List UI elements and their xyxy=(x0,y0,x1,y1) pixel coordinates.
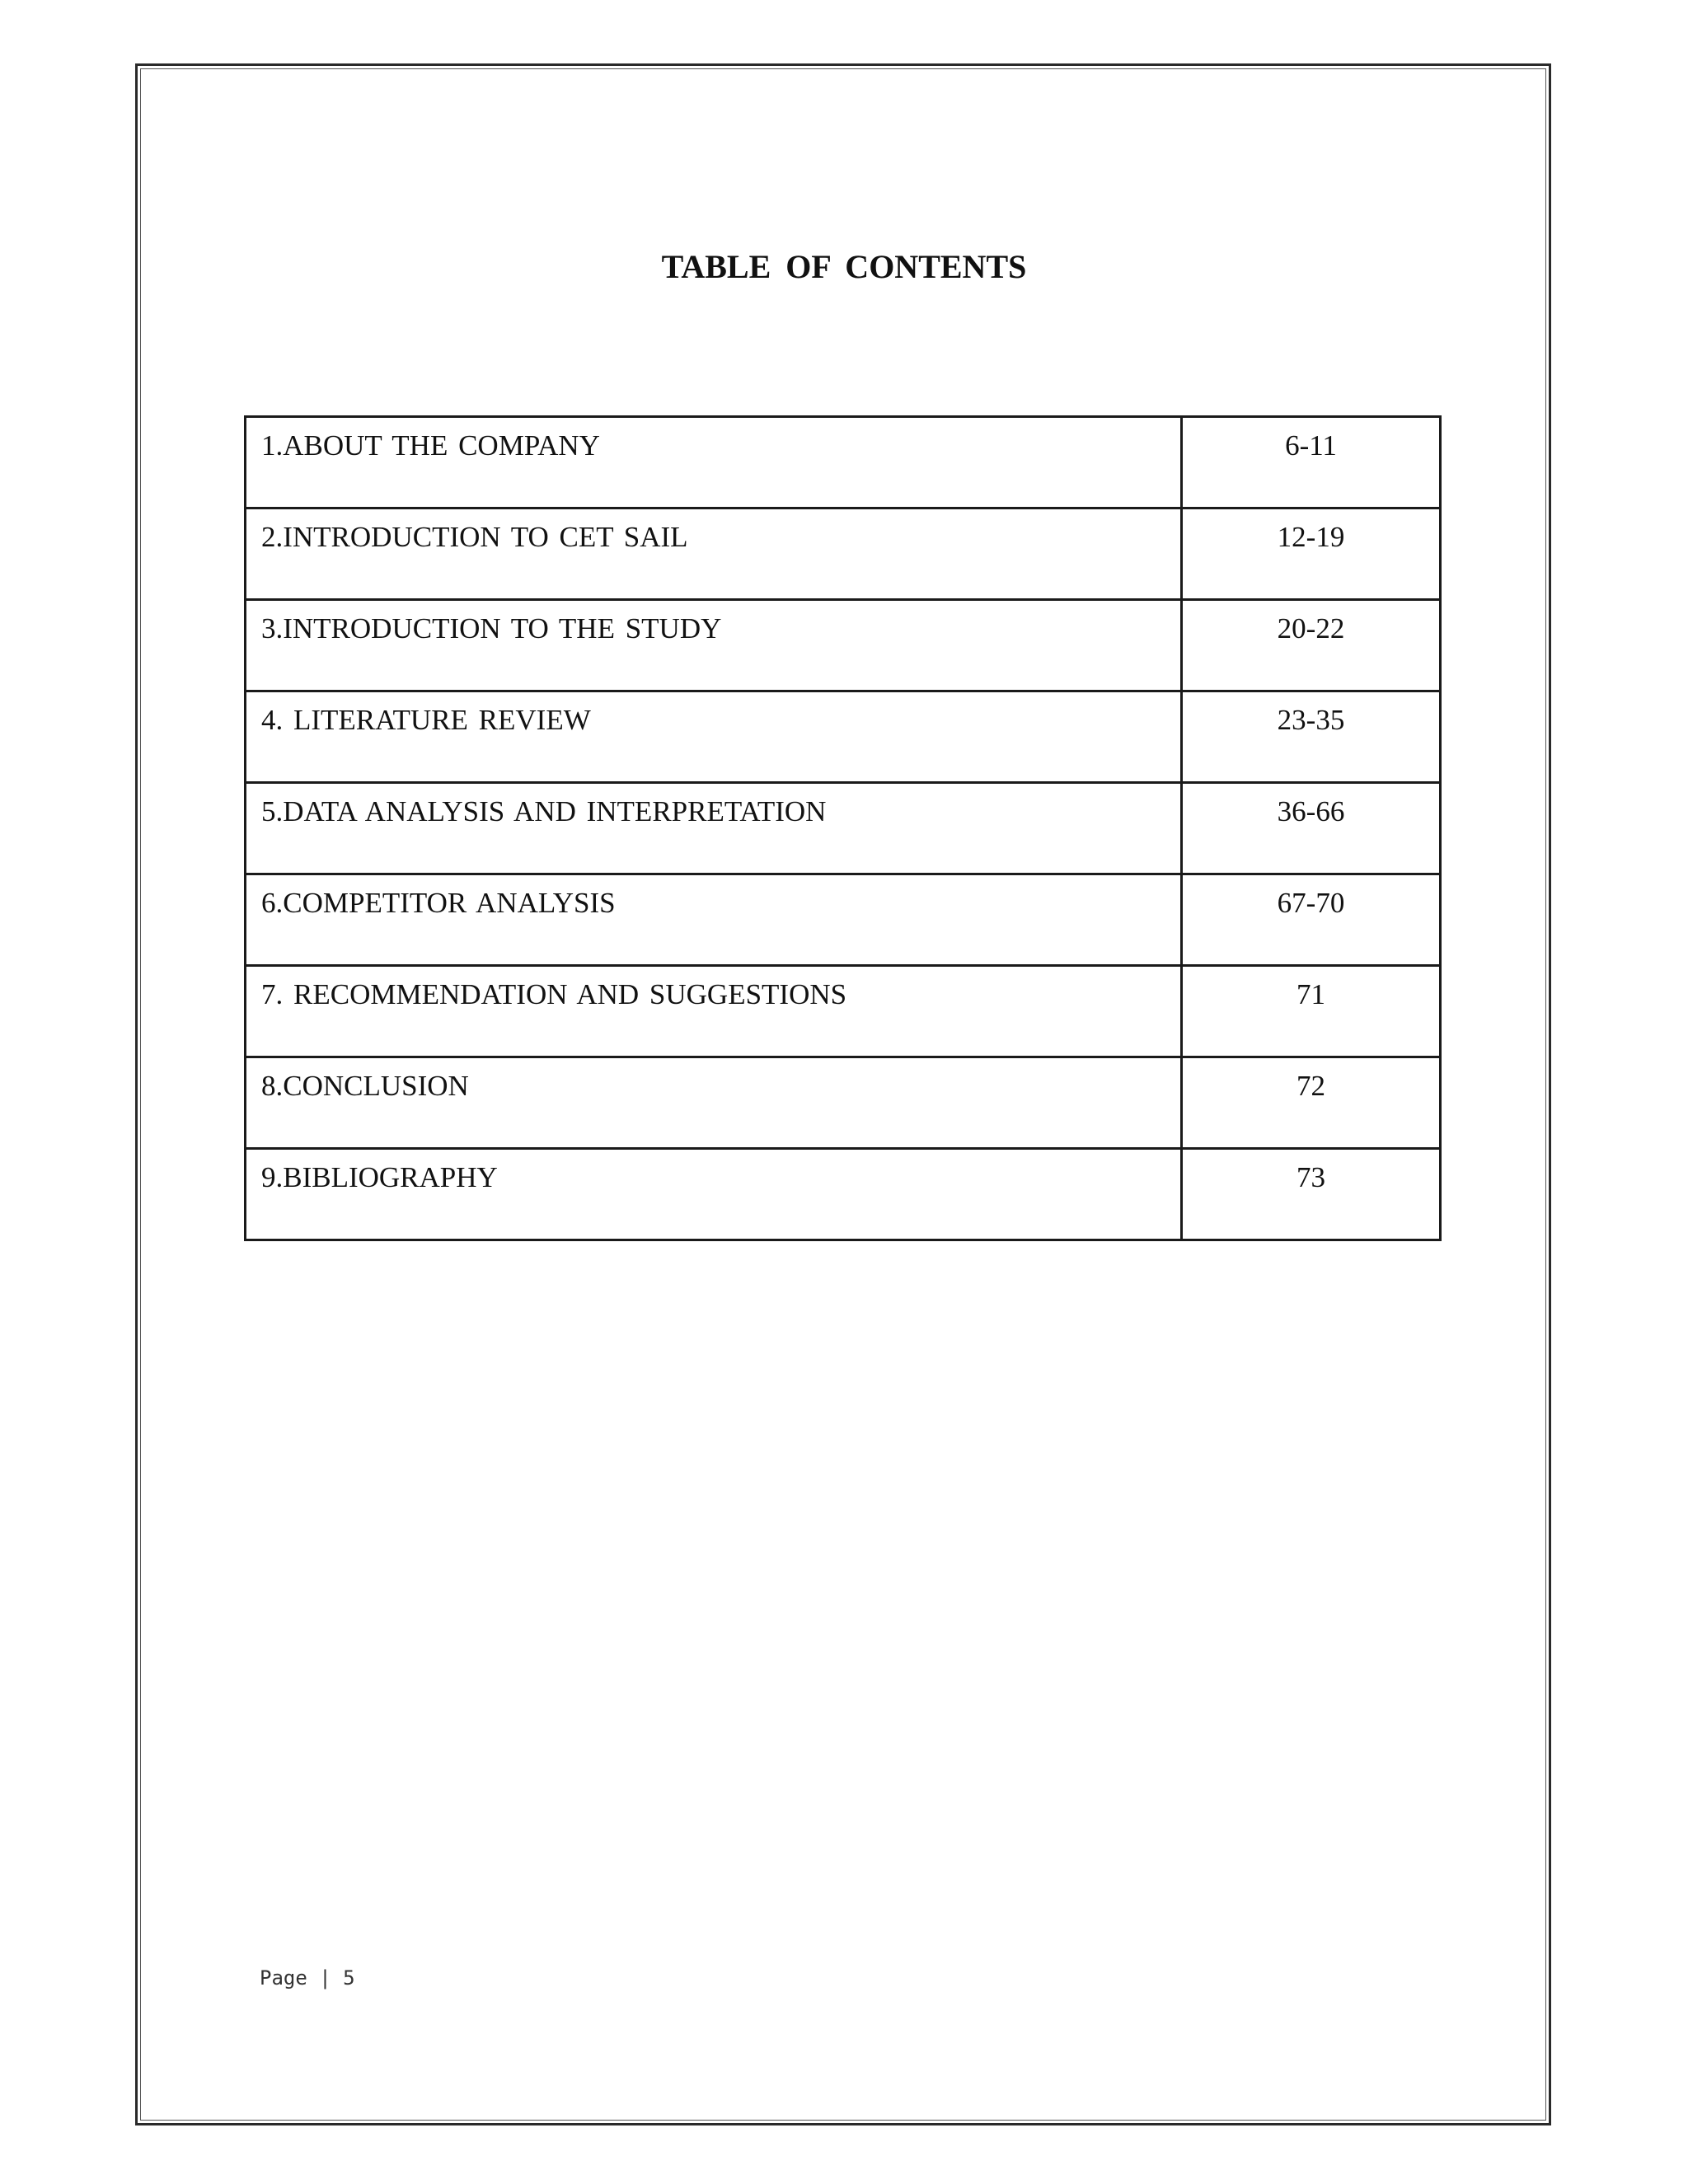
toc-entry-title: 3.INTRODUCTION TO THE STUDY xyxy=(246,600,1182,691)
toc-row xyxy=(246,691,1441,783)
page-title: TABLE OF CONTENTS xyxy=(661,248,1027,285)
toc-row xyxy=(246,417,1441,509)
toc-entry-pages: 73 xyxy=(1182,1149,1441,1240)
page-number-footer: Page | 5 xyxy=(260,1966,355,1990)
toc-entry-title: 4. LITERATURE REVIEW xyxy=(246,691,1182,783)
toc-row xyxy=(246,1057,1441,1149)
toc-entry-title: 1.ABOUT THE COMPANY xyxy=(246,417,1182,509)
toc-entry-title: 8.CONCLUSION xyxy=(246,1057,1182,1149)
toc-entry-pages: 20-22 xyxy=(1182,600,1441,691)
toc-entry-title: 7. RECOMMENDATION AND SUGGESTIONS xyxy=(246,966,1182,1057)
toc-entry-pages: 12-19 xyxy=(1182,509,1441,600)
toc-entry-title: 6.COMPETITOR ANALYSIS xyxy=(246,874,1182,966)
toc-entry-title: 2.INTRODUCTION TO CET SAIL xyxy=(246,509,1182,600)
toc-entry-title: 5.DATA ANALYSIS AND INTERPRETATION xyxy=(246,783,1182,874)
toc-row xyxy=(246,509,1441,600)
toc-entry-pages: 6-11 xyxy=(1182,417,1441,509)
toc-entry-pages: 72 xyxy=(1182,1057,1441,1149)
toc-table xyxy=(244,415,1442,1241)
toc-row xyxy=(246,783,1441,874)
toc-row xyxy=(246,1149,1441,1240)
toc-entry-title: 9.BIBLIOGRAPHY xyxy=(246,1149,1182,1240)
toc-entry-pages: 36-66 xyxy=(1182,783,1441,874)
toc-row xyxy=(246,966,1441,1057)
toc-row xyxy=(246,600,1441,691)
toc-entry-pages: 67-70 xyxy=(1182,874,1441,966)
toc-entry-pages: 23-35 xyxy=(1182,691,1441,783)
toc-entry-pages: 71 xyxy=(1182,966,1441,1057)
toc-row xyxy=(246,874,1441,966)
